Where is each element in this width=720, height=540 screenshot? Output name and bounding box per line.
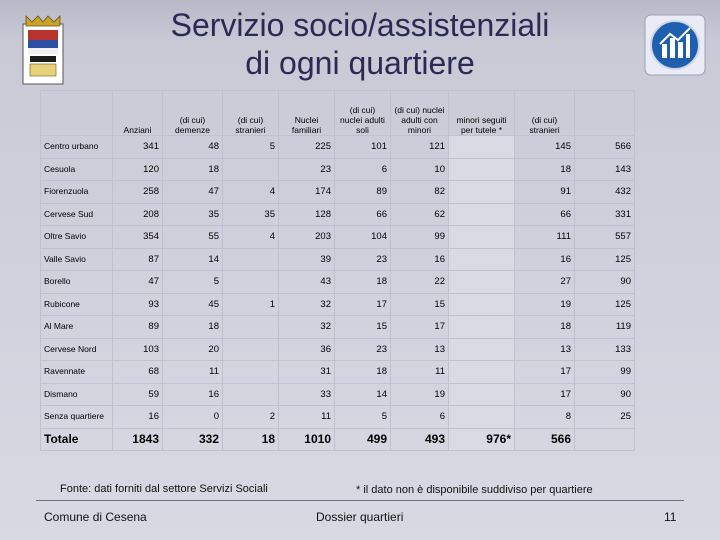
table-cell: 13 <box>391 338 449 361</box>
table-row <box>41 248 635 271</box>
table-cell <box>449 248 515 271</box>
table-cell: 125 <box>575 293 635 316</box>
table-cell: 4 <box>223 181 279 204</box>
table-cell: 432 <box>575 181 635 204</box>
table-cell: 976* <box>449 428 515 451</box>
table-cell: 48 <box>163 136 223 159</box>
table-cell: 332 <box>163 428 223 451</box>
table-cell: 103 <box>113 338 163 361</box>
page-number: 11 <box>664 510 677 524</box>
table-cell: 47 <box>113 271 163 294</box>
table-row <box>41 316 635 339</box>
table-cell: 31 <box>279 361 335 384</box>
table-cell: 5 <box>335 406 391 429</box>
table-cell: 89 <box>335 181 391 204</box>
table-cell: 22 <box>391 271 449 294</box>
title-line-1: Servizio socio/assistenziali <box>170 7 550 43</box>
table-cell <box>449 136 515 159</box>
table-cell: 89 <box>113 316 163 339</box>
table-cell: 17 <box>515 383 575 406</box>
table-cell: 499 <box>335 428 391 451</box>
table-cell: 23 <box>335 248 391 271</box>
table-cell: 6 <box>391 406 449 429</box>
row-label: Cervese Nord <box>41 338 113 361</box>
table-cell: 331 <box>575 203 635 226</box>
table-cell: 59 <box>113 383 163 406</box>
table-cell: 354 <box>113 226 163 249</box>
table-cell: 99 <box>575 361 635 384</box>
table-cell: 0 <box>163 406 223 429</box>
table-cell: 25 <box>575 406 635 429</box>
table-row <box>41 136 635 159</box>
table-cell: 5 <box>163 271 223 294</box>
header-cell: (di cui) nuclei adulti con minori <box>391 91 449 136</box>
table-cell: 90 <box>575 383 635 406</box>
table-cell: 16 <box>163 383 223 406</box>
table-cell: 8 <box>515 406 575 429</box>
table-row <box>41 203 635 226</box>
table-cell: 91 <box>515 181 575 204</box>
table-cell: 2 <box>223 406 279 429</box>
table-cell: 15 <box>391 293 449 316</box>
footer-divider <box>36 500 684 501</box>
table-cell: 16 <box>113 406 163 429</box>
table-cell: 258 <box>113 181 163 204</box>
table-cell: 87 <box>113 248 163 271</box>
table-cell: 18 <box>163 316 223 339</box>
table-cell: 68 <box>113 361 163 384</box>
header-cell: Anziani <box>113 91 163 136</box>
row-label: Centro urbano <box>41 136 113 159</box>
bar-chart-icon <box>644 14 706 76</box>
table-cell: 66 <box>515 203 575 226</box>
table-cell <box>223 338 279 361</box>
table-cell: 33 <box>279 383 335 406</box>
table-cell: 32 <box>279 293 335 316</box>
table-cell <box>449 271 515 294</box>
header-cell: (di cui) nuclei adulti soli <box>335 91 391 136</box>
table-cell: 43 <box>279 271 335 294</box>
table-cell: 493 <box>391 428 449 451</box>
row-label: Totale <box>41 428 113 451</box>
table-cell <box>223 158 279 181</box>
table-cell <box>449 226 515 249</box>
table-cell: 566 <box>575 136 635 159</box>
table-cell <box>449 158 515 181</box>
table-row <box>41 158 635 181</box>
table-cell: 121 <box>391 136 449 159</box>
table-cell <box>223 361 279 384</box>
table-row <box>41 406 635 429</box>
table-cell: 566 <box>515 428 575 451</box>
table-row <box>41 181 635 204</box>
header-cell: (di cui) stranieri <box>223 91 279 136</box>
row-label: Dismano <box>41 383 113 406</box>
table-cell: 557 <box>575 226 635 249</box>
header-cell <box>575 91 635 136</box>
header-cell: minori seguiti per tutele * <box>449 91 515 136</box>
table-cell: 11 <box>163 361 223 384</box>
table-cell: 55 <box>163 226 223 249</box>
table-cell: 120 <box>113 158 163 181</box>
table-cell: 82 <box>391 181 449 204</box>
table-cell: 225 <box>279 136 335 159</box>
table-cell: 93 <box>113 293 163 316</box>
table-cell: 1010 <box>279 428 335 451</box>
table-cell <box>223 271 279 294</box>
table-cell: 16 <box>515 248 575 271</box>
table-cell <box>223 383 279 406</box>
table-cell: 133 <box>575 338 635 361</box>
table-cell: 20 <box>163 338 223 361</box>
asterisk-note: * il dato non è disponibile suddiviso per quartiere <box>356 484 593 496</box>
row-label: Valle Savio <box>41 248 113 271</box>
table-cell: 1 <box>223 293 279 316</box>
table-cell: 111 <box>515 226 575 249</box>
table-cell: 5 <box>223 136 279 159</box>
row-label: Fiorenzuola <box>41 181 113 204</box>
table-header-row <box>41 91 635 136</box>
table-cell: 18 <box>163 158 223 181</box>
table-cell: 174 <box>279 181 335 204</box>
footer-organization: Comune di Cesena <box>44 510 147 524</box>
table-cell: 35 <box>223 203 279 226</box>
table-cell: 16 <box>391 248 449 271</box>
table-cell: 39 <box>279 248 335 271</box>
table-cell <box>449 338 515 361</box>
table-row <box>41 226 635 249</box>
table-cell <box>449 383 515 406</box>
header-cell: Nuclei familiari <box>279 91 335 136</box>
table-cell: 90 <box>575 271 635 294</box>
table-cell <box>223 316 279 339</box>
header-cell: (di cui) demenze <box>163 91 223 136</box>
table-cell: 208 <box>113 203 163 226</box>
table-cell: 18 <box>515 316 575 339</box>
table-cell: 125 <box>575 248 635 271</box>
table-cell: 18 <box>223 428 279 451</box>
table-cell: 11 <box>279 406 335 429</box>
table-cell: 32 <box>279 316 335 339</box>
table-cell: 145 <box>515 136 575 159</box>
table-cell: 18 <box>335 271 391 294</box>
table-cell <box>449 203 515 226</box>
table-cell: 101 <box>335 136 391 159</box>
table-row <box>41 338 635 361</box>
table-cell: 14 <box>335 383 391 406</box>
row-label: Oltre Savio <box>41 226 113 249</box>
table-cell: 66 <box>335 203 391 226</box>
row-label: Ravennate <box>41 361 113 384</box>
city-crest-icon <box>20 14 66 88</box>
table-cell: 27 <box>515 271 575 294</box>
table-cell <box>449 406 515 429</box>
table-cell: 35 <box>163 203 223 226</box>
table-cell: 128 <box>279 203 335 226</box>
table-cell: 6 <box>335 158 391 181</box>
page-title <box>120 6 600 82</box>
header-cell: (di cui) stranieri <box>515 91 575 136</box>
table-cell: 203 <box>279 226 335 249</box>
table-cell <box>575 428 635 451</box>
row-label: Al Mare <box>41 316 113 339</box>
table-cell: 17 <box>335 293 391 316</box>
table-row <box>41 383 635 406</box>
row-label: Senza quartiere <box>41 406 113 429</box>
table-cell: 18 <box>515 158 575 181</box>
row-label: Borello <box>41 271 113 294</box>
table-cell <box>449 316 515 339</box>
table-cell <box>449 293 515 316</box>
table-cell: 19 <box>391 383 449 406</box>
table-cell: 62 <box>391 203 449 226</box>
row-label: Cesuola <box>41 158 113 181</box>
source-note: Fonte: dati forniti dal settore Servizi Sociali <box>60 483 268 495</box>
total-row <box>41 428 635 451</box>
table-cell <box>449 361 515 384</box>
table-cell: 4 <box>223 226 279 249</box>
table-cell: 10 <box>391 158 449 181</box>
table-row <box>41 361 635 384</box>
table-cell: 23 <box>335 338 391 361</box>
table-cell <box>223 248 279 271</box>
table-cell: 36 <box>279 338 335 361</box>
table-cell <box>449 181 515 204</box>
table-cell: 19 <box>515 293 575 316</box>
table-cell: 45 <box>163 293 223 316</box>
data-table <box>40 90 635 451</box>
table-cell: 104 <box>335 226 391 249</box>
table-cell: 119 <box>575 316 635 339</box>
table-cell: 143 <box>575 158 635 181</box>
table-cell: 17 <box>391 316 449 339</box>
table-cell: 11 <box>391 361 449 384</box>
table-cell: 13 <box>515 338 575 361</box>
table-cell: 47 <box>163 181 223 204</box>
table-cell: 15 <box>335 316 391 339</box>
table-cell: 17 <box>515 361 575 384</box>
table-row <box>41 293 635 316</box>
table-cell: 18 <box>335 361 391 384</box>
table-cell: 14 <box>163 248 223 271</box>
table-row <box>41 271 635 294</box>
table-cell: 341 <box>113 136 163 159</box>
row-label: Cervese Sud <box>41 203 113 226</box>
table-cell: 1843 <box>113 428 163 451</box>
footer-document-title: Dossier quartieri <box>316 510 404 524</box>
header-cell <box>41 91 113 136</box>
table-cell: 23 <box>279 158 335 181</box>
title-line-2: di ogni quartiere <box>245 45 475 81</box>
table-cell: 99 <box>391 226 449 249</box>
row-label: Rubicone <box>41 293 113 316</box>
